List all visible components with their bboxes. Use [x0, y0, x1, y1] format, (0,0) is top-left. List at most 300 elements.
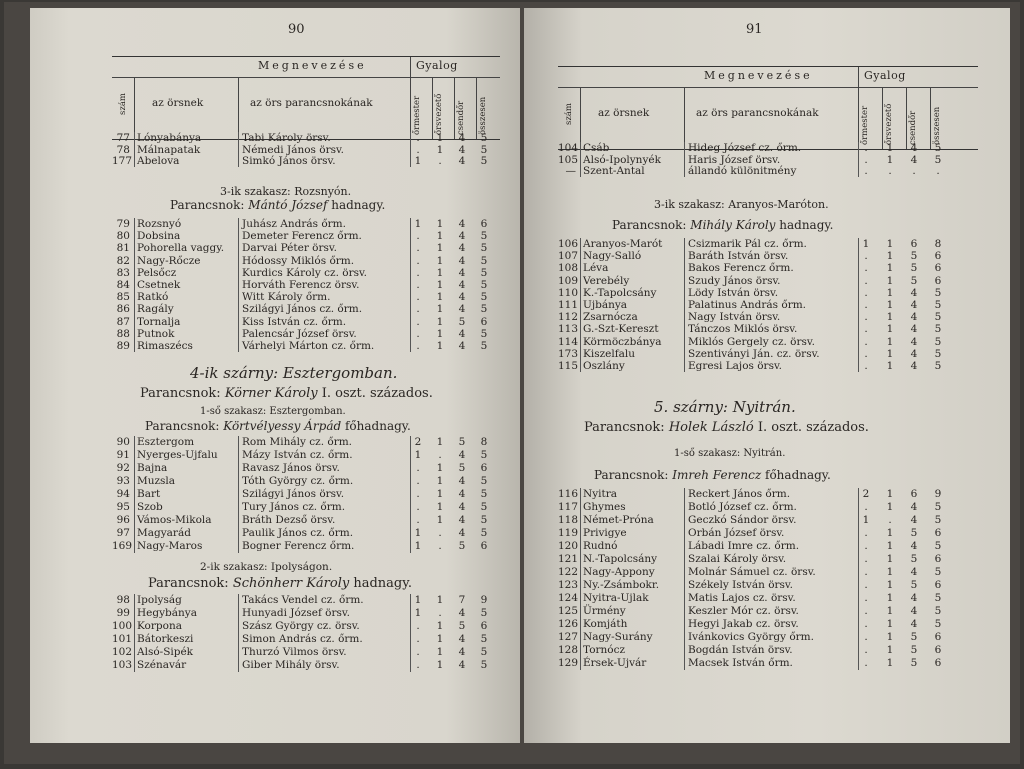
commander-name: Körtvélyessy Árpád	[223, 419, 342, 433]
row-orsvezeto: 1	[436, 132, 444, 144]
header-column-separator	[134, 77, 135, 139]
row-ormester: .	[864, 644, 868, 656]
row-ormester: .	[416, 266, 420, 279]
row-number: 126	[558, 618, 579, 630]
row-ors-name: Ratkó	[137, 291, 169, 304]
row-osszesen: 5	[934, 514, 942, 526]
row-commander: Lödy István örsv.	[688, 286, 779, 299]
table-row	[558, 644, 978, 657]
row-osszesen: 5	[480, 488, 488, 500]
row-block-separator	[410, 218, 411, 352]
row-ors-name: Abelova	[137, 155, 180, 167]
row-csendor: 7	[458, 594, 466, 606]
row-ormester: 1	[414, 607, 422, 619]
row-csendor: 4	[458, 475, 466, 487]
header-column-separator	[930, 87, 931, 149]
row-number: —	[565, 165, 576, 177]
table-row	[558, 605, 978, 618]
row-number: 100	[112, 620, 133, 632]
row-csendor: 5	[458, 620, 466, 632]
row-orsvezeto: 1	[886, 299, 894, 311]
row-ors-name: Tornalja	[137, 315, 181, 328]
row-commander: Némedi János örsv.	[242, 143, 345, 156]
table-row	[558, 501, 978, 514]
row-number: 101	[112, 633, 133, 645]
row-ormester: 2	[414, 436, 422, 448]
row-commander: Palatinus András őrm.	[688, 299, 807, 311]
row-osszesen: 5	[480, 291, 488, 304]
row-osszesen: 5	[480, 266, 488, 279]
row-commander: Lábadi Imre cz. őrm.	[688, 540, 800, 552]
table-row	[112, 488, 500, 501]
row-ormester: .	[416, 646, 420, 658]
row-orsvezeto: 1	[886, 592, 894, 604]
row-osszesen: 5	[480, 449, 488, 461]
row-orsvezeto: 1	[886, 605, 894, 617]
commander-name: Mántó József	[248, 198, 328, 212]
row-csendor: 4	[458, 514, 466, 526]
row-ors-name: Német-Próna	[583, 514, 654, 526]
row-commander: Matis Lajos cz. örsv.	[688, 592, 796, 604]
row-commander: Bogdán István örsv.	[688, 644, 793, 656]
row-commander: Giber Mihály örsv.	[242, 659, 340, 671]
row-orsvezeto: 1	[436, 218, 444, 230]
header-group: Gyalog	[864, 69, 906, 82]
row-csendor: 4	[458, 218, 466, 230]
row-number: 97	[116, 527, 130, 539]
row-csendor: 4	[458, 254, 466, 267]
table-row	[112, 594, 500, 607]
row-number: 129	[558, 657, 579, 669]
row-csendor: 5	[910, 262, 918, 275]
commander-name: Holek László	[668, 420, 754, 435]
row-commander: Kiss István cz. őrm.	[242, 315, 347, 328]
row-ors-name: Pohorella vaggy.	[137, 242, 225, 255]
row-osszesen: 8	[934, 238, 942, 250]
row-orsvezeto: .	[438, 449, 442, 461]
row-orsvezeto: 1	[436, 475, 444, 487]
row-commander: Ravasz János örsv.	[242, 462, 340, 474]
table-row	[112, 633, 500, 646]
row-orsvezeto: 1	[886, 323, 894, 336]
row-orsvezeto: 1	[436, 514, 444, 526]
row-number: 79	[116, 218, 130, 230]
row-number: 122	[558, 566, 579, 578]
row-number: 116	[558, 488, 579, 500]
commander-prefix: Parancsnok:	[612, 218, 687, 232]
row-orsvezeto: 1	[436, 143, 444, 156]
row-number: 127	[558, 631, 579, 643]
row-ormester: .	[864, 165, 868, 177]
row-ors-name: Aranyos-Marót	[583, 238, 663, 250]
row-osszesen: 5	[934, 566, 942, 578]
section-commander	[140, 386, 433, 401]
row-csendor: 5	[910, 644, 918, 656]
row-block-separator	[134, 594, 135, 672]
row-ormester: .	[864, 299, 868, 311]
row-ormester: .	[864, 579, 868, 591]
row-osszesen: 6	[934, 631, 942, 643]
row-csendor: 4	[458, 266, 466, 279]
row-ormester: .	[416, 254, 420, 267]
row-osszesen: 5	[480, 242, 488, 255]
table-row	[112, 462, 500, 475]
row-orsvezeto: 1	[436, 488, 444, 500]
row-csendor: 4	[458, 646, 466, 658]
commander-rank: főhadnagy.	[344, 419, 411, 433]
table-row	[112, 501, 500, 514]
column-orsvezeto: őrsvezető	[434, 93, 444, 135]
column-ors: az örsnek	[152, 97, 204, 109]
left-page	[30, 8, 520, 743]
row-orsvezeto: 1	[436, 230, 444, 243]
row-osszesen: 6	[934, 553, 942, 565]
table-row	[112, 620, 500, 633]
row-commander: Hódossy Miklós őrm.	[242, 254, 355, 267]
row-ors-name: Nyerges-Ujfalu	[137, 449, 218, 461]
row-commander: Reckert János őrm.	[688, 488, 791, 500]
row-commander: Várhelyi Márton cz. őrm.	[242, 340, 375, 352]
row-number: 115	[558, 360, 579, 372]
row-commander: Bogner Ferencz őrm.	[242, 540, 355, 552]
row-ors-name: Ürmény	[583, 605, 626, 617]
row-osszesen: 5	[934, 335, 942, 348]
header-column-separator	[580, 87, 581, 149]
row-block-separator	[580, 488, 581, 670]
row-orsvezeto: .	[438, 540, 442, 552]
row-csendor: 5	[910, 553, 918, 565]
row-orsvezeto: .	[438, 527, 442, 539]
column-szam: szám	[118, 93, 128, 115]
row-ors-name: Nyitra	[583, 488, 617, 500]
row-csendor: 4	[910, 605, 918, 617]
row-ormester: .	[864, 311, 868, 324]
row-csendor: 5	[458, 436, 466, 448]
row-commander: Egresi Lajos örsv.	[688, 360, 782, 372]
table-row	[112, 230, 500, 243]
commander-name: Mihály Károly	[690, 218, 776, 232]
row-commander: Simkó János örsv.	[242, 155, 336, 167]
row-number: 177	[112, 155, 133, 167]
row-csendor: 5	[458, 462, 466, 474]
row-csendor: 4	[910, 299, 918, 311]
row-ors-name: Tornócz	[583, 644, 626, 656]
row-osszesen: 5	[480, 155, 488, 167]
row-osszesen: 6	[934, 657, 942, 669]
header-divider	[112, 77, 500, 78]
row-commander: Mázy István cz. őrm.	[242, 449, 353, 461]
header-title: Megnevezése	[258, 59, 367, 72]
row-number: 119	[558, 527, 579, 539]
right-page	[524, 8, 1010, 743]
row-osszesen: 6	[934, 274, 942, 287]
row-ormester: 1	[414, 155, 422, 167]
row-osszesen: 9	[934, 488, 942, 500]
row-ormester: 1	[862, 238, 870, 250]
row-ormester: 1	[414, 527, 422, 539]
row-csendor: 4	[458, 607, 466, 619]
row-number: 110	[558, 286, 579, 299]
row-ormester: .	[416, 633, 420, 645]
row-ors-name: Oszlány	[583, 360, 625, 372]
row-number: 80	[116, 230, 130, 243]
row-orsvezeto: 1	[436, 340, 444, 352]
row-orsvezeto: 1	[886, 335, 894, 348]
row-number: 114	[558, 335, 579, 348]
row-ors-name: Ujbánya	[583, 299, 628, 311]
column-csendor: csendőr	[908, 110, 918, 145]
row-commander: Macsek István őrm.	[688, 657, 793, 669]
row-ors-name: Kiszelfalu	[583, 347, 635, 360]
row-orsvezeto: 1	[436, 462, 444, 474]
row-osszesen: 5	[934, 286, 942, 299]
column-csendor: csendőr	[456, 100, 466, 135]
row-ors-name: Lónyabánya	[137, 132, 202, 144]
row-osszesen: 6	[480, 540, 488, 552]
row-osszesen: 5	[480, 340, 488, 352]
row-orsvezeto: 1	[886, 488, 894, 500]
row-commander: Darvai Péter örsv.	[242, 242, 337, 255]
row-csendor: 4	[910, 142, 918, 154]
row-osszesen: 5	[934, 501, 942, 513]
row-ors-name: K.-Tapolcsány	[583, 286, 657, 299]
row-ormester: .	[864, 618, 868, 630]
row-orsvezeto: 1	[886, 238, 894, 250]
row-orsvezeto: 1	[886, 579, 894, 591]
table-row	[112, 475, 500, 488]
row-csendor: 4	[910, 335, 918, 348]
table-row	[558, 165, 978, 178]
row-csendor: 4	[458, 633, 466, 645]
row-number: 124	[558, 592, 579, 604]
row-commander: Keszler Mór cz. örsv.	[688, 605, 799, 617]
row-osszesen: 5	[480, 527, 488, 539]
row-csendor: .	[912, 165, 916, 177]
row-osszesen: 5	[480, 646, 488, 658]
row-ors-name: Ipolyság	[137, 594, 182, 606]
section-commander	[584, 420, 869, 435]
row-orsvezeto: 1	[436, 303, 444, 316]
commander-rank: főhadnagy.	[765, 468, 831, 482]
row-csendor: 5	[910, 274, 918, 287]
header-column-separator	[432, 77, 433, 139]
table-row	[558, 514, 978, 527]
section-commander	[145, 419, 411, 433]
row-orsvezeto: 1	[886, 657, 894, 669]
row-csendor: 4	[458, 327, 466, 340]
table-row	[112, 607, 500, 620]
row-ormester: .	[864, 286, 868, 299]
commander-rank: I. oszt. százados.	[757, 420, 869, 435]
row-ors-name: Zsarnócza	[583, 311, 638, 324]
row-number: 123	[558, 579, 579, 591]
table-row	[112, 328, 500, 341]
row-osszesen: 9	[480, 594, 488, 606]
section-title: 3-ik szakasz: Aranyos-Maróton.	[654, 198, 829, 211]
row-block-separator	[684, 488, 685, 670]
column-ormester: őrmester	[412, 95, 422, 135]
row-ors-name: Bajna	[137, 462, 168, 474]
row-ors-name: Vámos-Mikola	[137, 514, 212, 526]
row-block-separator	[134, 132, 135, 167]
row-ors-name: Putnok	[137, 327, 175, 340]
row-number: 111	[558, 299, 579, 311]
row-block-separator	[238, 594, 239, 672]
row-block-separator	[580, 238, 581, 372]
row-number: 92	[116, 462, 130, 474]
row-csendor: 5	[910, 250, 918, 263]
row-osszesen: 5	[934, 323, 942, 336]
row-ors-name: Korpona	[137, 620, 182, 632]
table-row	[558, 348, 978, 361]
header-column-separator	[476, 77, 477, 139]
row-number: 120	[558, 540, 579, 552]
row-ors-name: Nyitra-Ujlak	[583, 592, 649, 604]
row-number: 105	[558, 153, 579, 166]
row-block-separator	[858, 142, 859, 177]
header-group: Gyalog	[416, 59, 458, 72]
wing-title: 5. szárny: Nyitrán.	[654, 398, 796, 416]
row-orsvezeto: 1	[436, 594, 444, 606]
section-commander	[148, 576, 412, 591]
column-osszesen: összesen	[932, 106, 942, 145]
row-ormester: 1	[414, 594, 422, 606]
table-header	[112, 56, 500, 140]
row-ormester: .	[416, 291, 420, 304]
row-ors-name: Pelsőcz	[137, 266, 177, 279]
row-commander: Hunyadi József örsv.	[242, 607, 350, 619]
row-csendor: 4	[910, 360, 918, 372]
row-number: 81	[116, 242, 130, 255]
row-ormester: .	[864, 553, 868, 565]
table-row	[558, 360, 978, 373]
row-csendor: 4	[458, 501, 466, 513]
row-number: 106	[558, 238, 579, 250]
row-orsvezeto: 1	[886, 153, 894, 166]
row-ors-name: Hegybánya	[137, 607, 197, 619]
table-row	[558, 287, 978, 300]
commander-prefix: Parancsnok:	[140, 386, 221, 401]
row-osszesen: 8	[480, 436, 488, 448]
row-commander: Szilágyi János cz. őrm.	[242, 303, 363, 316]
row-number: 102	[112, 646, 133, 658]
row-osszesen: 5	[934, 142, 942, 154]
row-ormester: .	[416, 340, 420, 352]
row-ormester: .	[416, 303, 420, 316]
row-commander: Botló József cz. őrm.	[688, 501, 797, 513]
row-number: 117	[558, 501, 579, 513]
header-column-separator	[882, 87, 883, 149]
row-csendor: 5	[910, 527, 918, 539]
row-ormester: 1	[414, 540, 422, 552]
row-number: 128	[558, 644, 579, 656]
row-csendor: 4	[458, 291, 466, 304]
row-commander: Baráth István örsv.	[688, 250, 789, 263]
table-header	[558, 66, 978, 150]
row-csendor: 5	[910, 631, 918, 643]
open-book	[4, 2, 1020, 764]
row-ormester: .	[416, 327, 420, 340]
row-number: 173	[558, 347, 579, 360]
row-orsvezeto: 1	[886, 311, 894, 324]
table-row	[558, 592, 978, 605]
row-orsvezeto: 1	[886, 618, 894, 630]
row-csendor: 4	[458, 303, 466, 316]
row-block-separator	[134, 218, 135, 352]
row-commander: Székely István örsv.	[688, 579, 793, 591]
row-ors-name: Nagy-Surány	[583, 631, 653, 643]
row-ors-name: G.-Szt-Kereszt	[583, 323, 659, 336]
row-csendor: 4	[458, 527, 466, 539]
row-ors-name: Magyarád	[137, 527, 191, 539]
row-orsvezeto: 1	[886, 553, 894, 565]
commander-rank: hadnagy.	[779, 218, 834, 232]
table-row	[112, 436, 500, 449]
row-osszesen: 6	[934, 579, 942, 591]
row-osszesen: 5	[480, 607, 488, 619]
commander-prefix: Parancsnok:	[170, 198, 245, 212]
row-osszesen: 5	[934, 592, 942, 604]
column-ors: az örsnek	[598, 107, 650, 119]
table-row	[112, 267, 500, 280]
row-commander: Takács Vendel cz. őrm.	[242, 594, 364, 606]
row-ors-name: Nagy-Maros	[137, 540, 203, 552]
table-row	[558, 540, 978, 553]
table-row	[112, 340, 500, 353]
row-ormester: .	[864, 262, 868, 275]
commander-prefix: Parancsnok:	[594, 468, 669, 482]
row-orsvezeto: 1	[886, 262, 894, 275]
row-commander: Juhász András őrm.	[242, 218, 346, 230]
row-commander: Bakos Ferencz őrm.	[688, 262, 794, 275]
row-number: 93	[116, 475, 130, 487]
row-orsvezeto: .	[888, 165, 892, 177]
row-ors-name: Málnapatak	[137, 143, 201, 156]
row-osszesen: 5	[480, 303, 488, 316]
row-ormester: .	[864, 250, 868, 263]
row-orsvezeto: .	[438, 607, 442, 619]
row-orsvezeto: 1	[436, 291, 444, 304]
row-csendor: 4	[458, 449, 466, 461]
row-commander: Szalai Károly örsv.	[688, 553, 787, 565]
row-ormester: .	[864, 323, 868, 336]
row-orsvezeto: .	[888, 514, 892, 526]
row-number: 84	[116, 279, 130, 291]
row-ors-name: Rudnó	[583, 540, 618, 552]
row-ors-name: Privigye	[583, 527, 627, 539]
row-number: 86	[116, 303, 130, 316]
row-number: 87	[116, 315, 130, 328]
row-csendor: 4	[910, 347, 918, 360]
row-orsvezeto: 1	[886, 250, 894, 263]
table-row	[558, 262, 978, 275]
row-ors-name: Nagy-Salló	[583, 250, 642, 263]
row-ormester: .	[864, 360, 868, 372]
row-ors-name: Bátorkeszi	[137, 633, 194, 645]
row-commander: Kurdics Károly cz. örsv.	[242, 266, 367, 279]
table-row	[558, 299, 978, 312]
row-ormester: .	[864, 566, 868, 578]
table-row	[558, 488, 978, 501]
row-csendor: 4	[458, 143, 466, 156]
row-orsvezeto: 1	[436, 279, 444, 291]
row-osszesen: 6	[480, 462, 488, 474]
header-column-separator	[906, 87, 907, 149]
table-row	[112, 449, 500, 462]
row-number: 169	[112, 540, 133, 552]
section-commander	[170, 198, 385, 212]
row-number: 85	[116, 291, 130, 304]
